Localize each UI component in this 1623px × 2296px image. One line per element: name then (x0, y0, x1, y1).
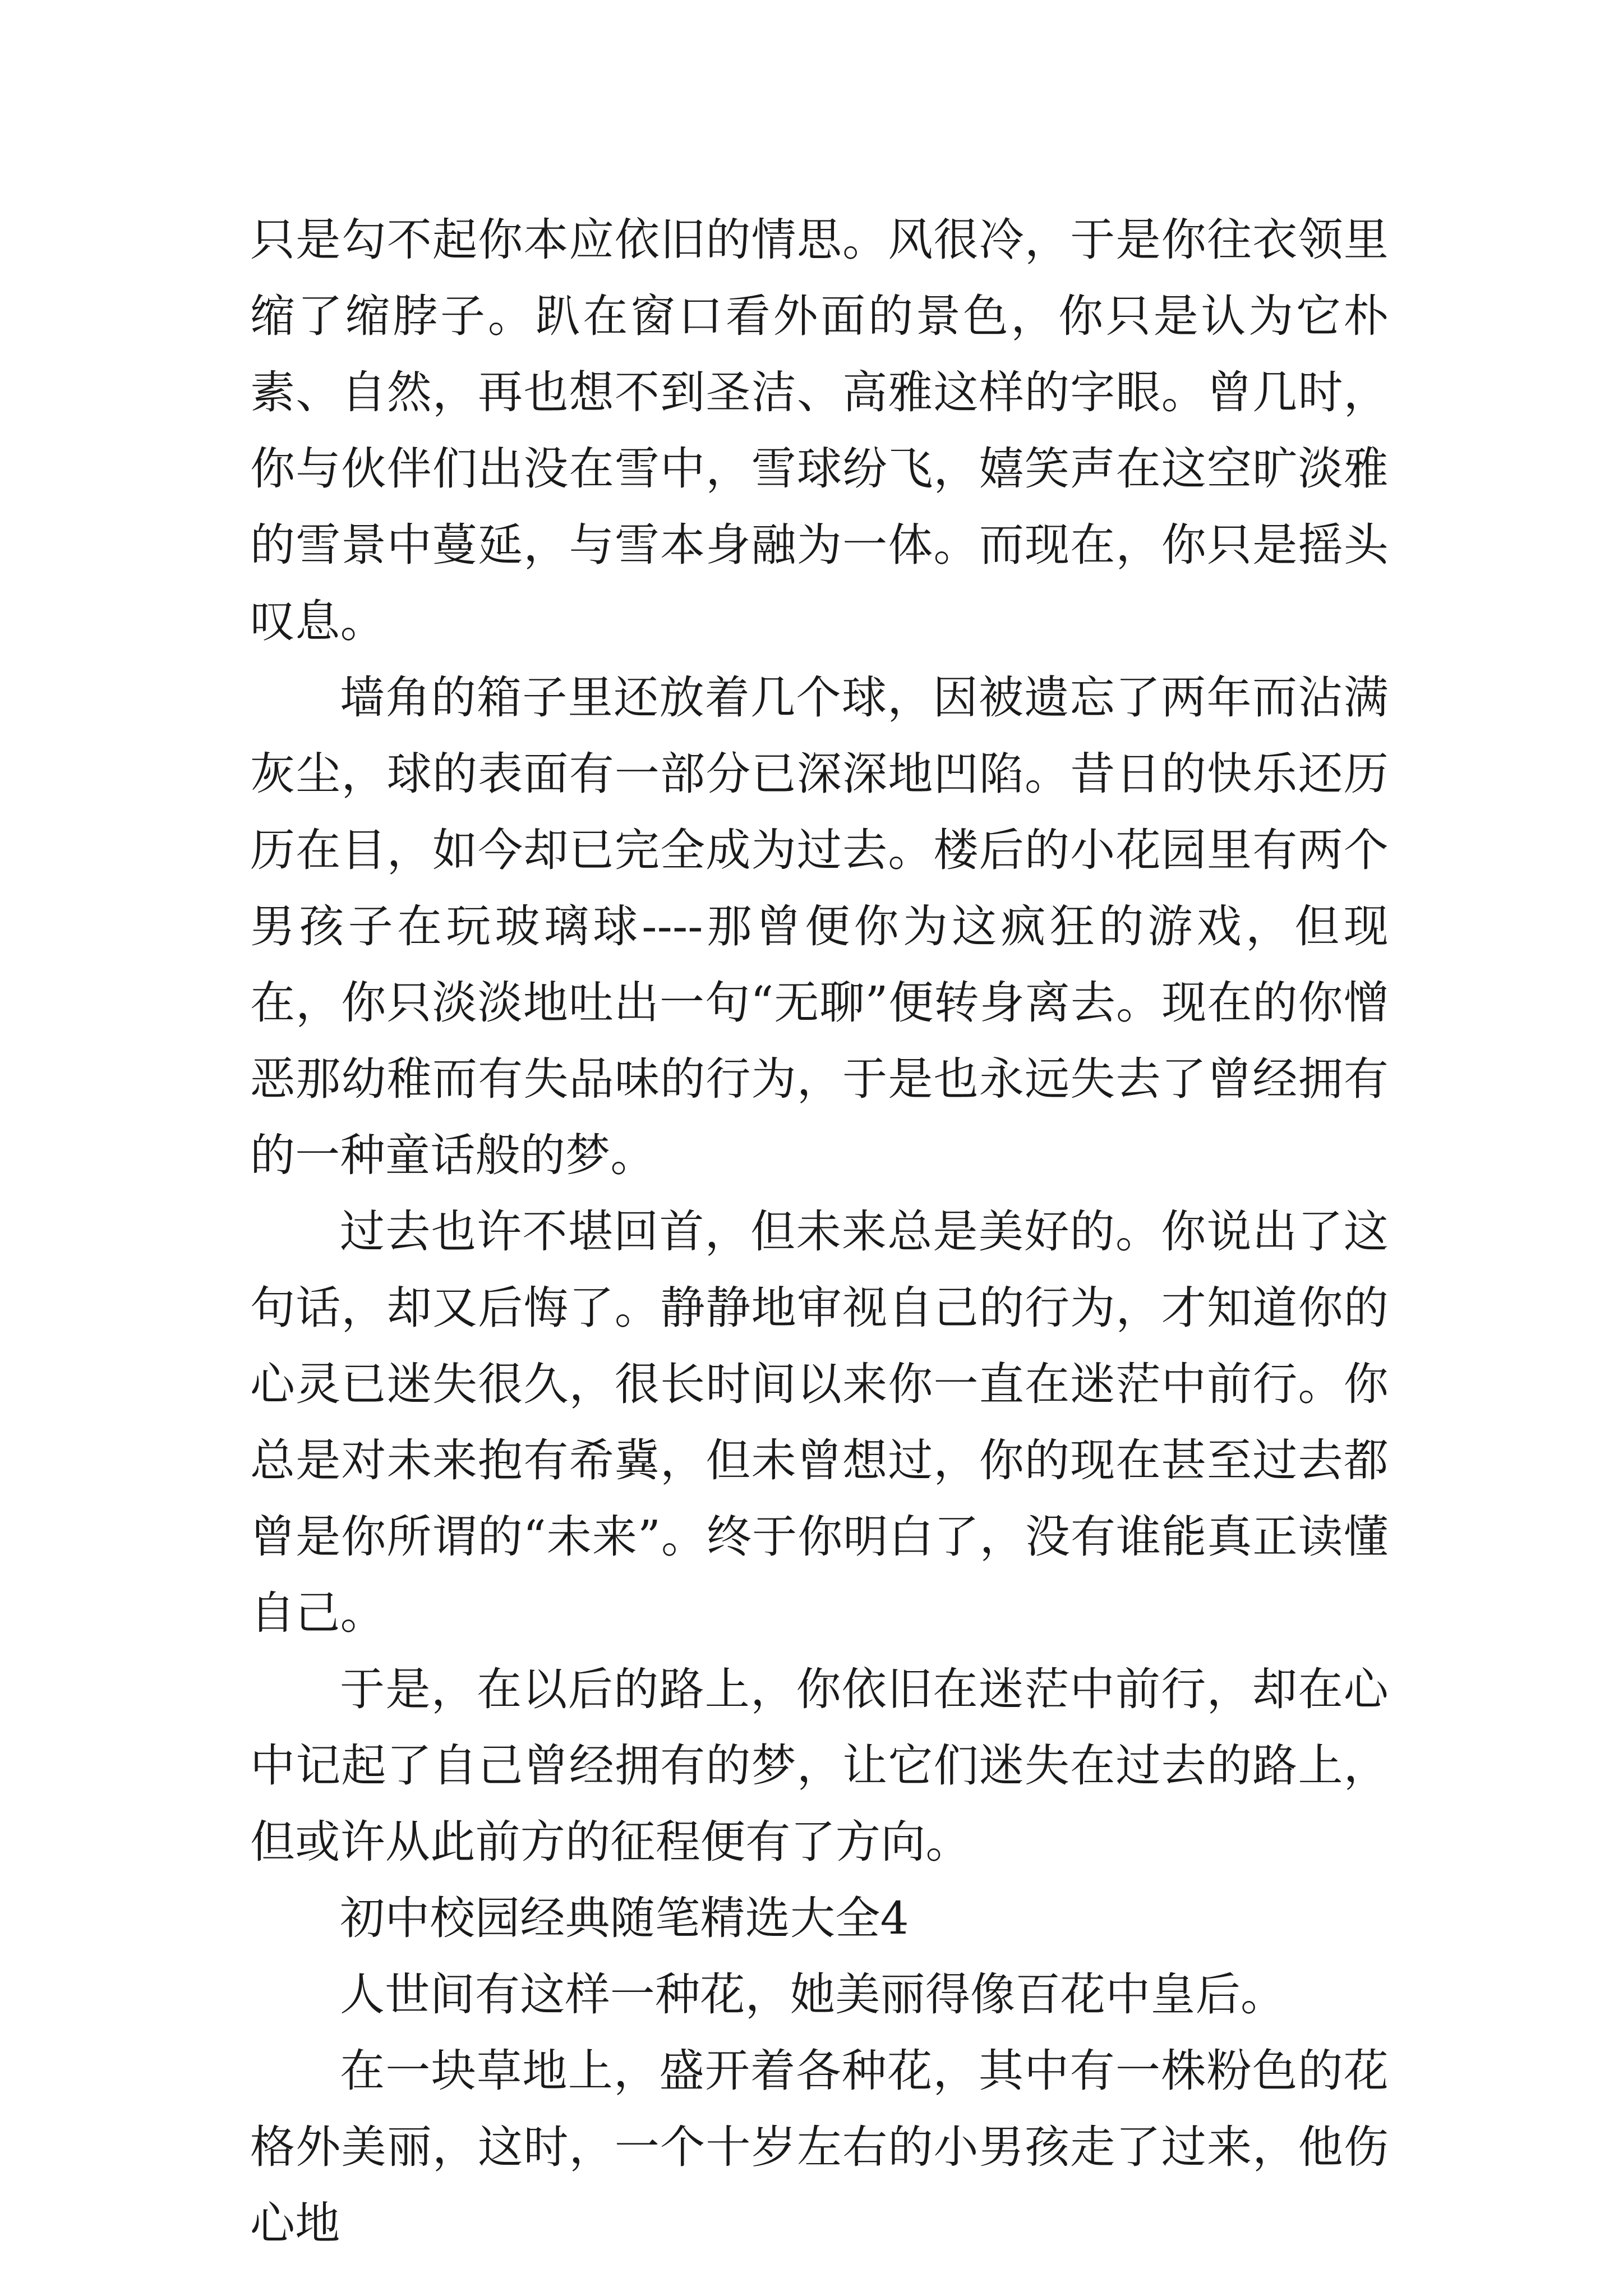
body-text (250, 202, 1389, 2262)
paragraph-6: 在一块草地上，盛开着各种花，其中有一株粉色的花格外美丽，这时，一个十岁左右的小男孩走了过来，他伤心地 (250, 2045, 1389, 2249)
paragraph-1: 只是勾不起你本应依旧的情思。风很冷，于是你往衣领里缩了缩脖子。趴在窗口看外面的景色，你只是认为它朴素、自然，再也想不到圣洁、高雅这样的字眼。曾几时，你与伙伴们出没在雪中，雪球纷飞，嬉笑声在这空旷淡雅的雪景中蔓延，与雪本身融为一体。而现在，你只是摇头叹息。 (250, 214, 1389, 647)
section-heading: 初中校园经典随笔精选大全4 (340, 1892, 909, 1944)
paragraph-2: 墙角的箱子里还放着几个球，因被遗忘了两年而沾满灰尘，球的表面有一部分已深深地凹陷。昔日的快乐还历历在目，如今却已完全成为过去。楼后的小花园里有两个男孩子在玩玻璃球----那曾便你为这疯狂的游戏，但现在，你只淡淡地吐出一句“无聊”便转身离去。现在的你憎恶那幼稚而有失品味的行为，于是也永远失去了曾经拥有的一种童话般的梦。 (250, 671, 1389, 1181)
paragraph-4: 于是，在以后的路上，你依旧在迷茫中前行，却在心中记起了自己曾经拥有的梦，让它们迷失在过去的路上，但或许从此前方的征程便有了方向。 (250, 1663, 1389, 1868)
paragraph-3: 过去也许不堪回首，但未来总是美好的。你说出了这句话，却又后悔了。静静地审视自己的行为，才知道你的心灵已迷失很久，很长时间以来你一直在迷茫中前行。你总是对未来抱有希冀，但未曾想过，你的现在甚至过去都曾是你所谓的“未来”。终于你明白了，没有谁能真正读懂自己。 (250, 1205, 1389, 1639)
paragraph-5: 人世间有这样一种花，她美丽得像百花中皇后。 (340, 1968, 1286, 2021)
